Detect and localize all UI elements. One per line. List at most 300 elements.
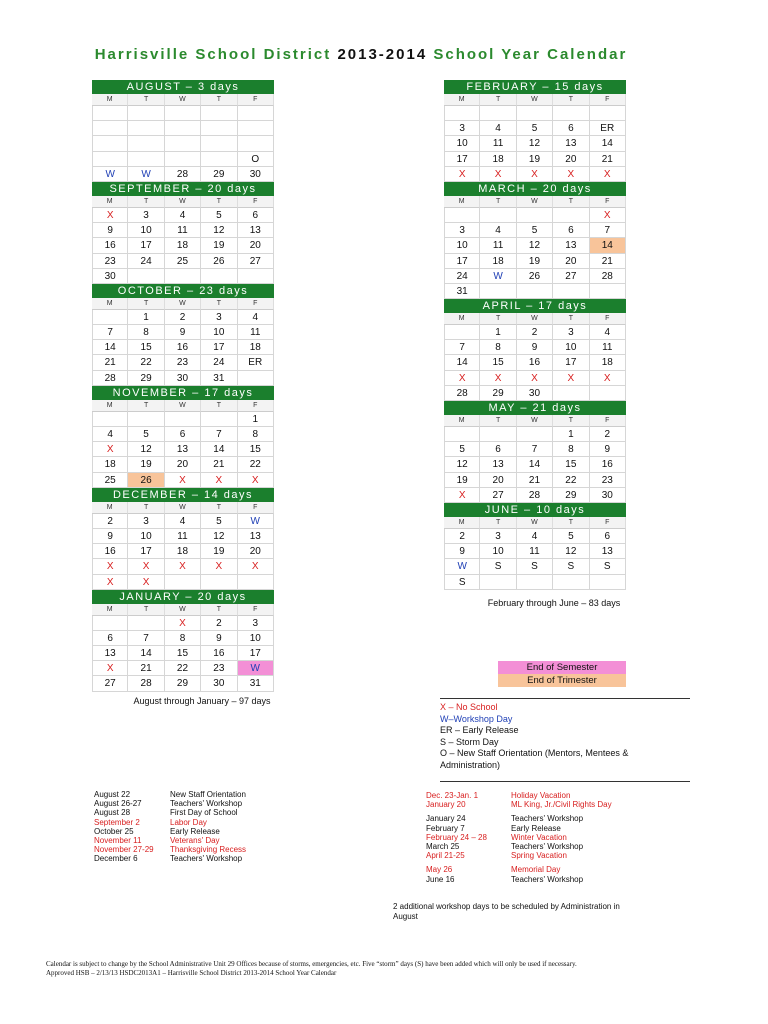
day-cell: 18 xyxy=(165,544,201,559)
week-row xyxy=(92,208,274,223)
day-cell: X xyxy=(92,559,128,574)
weekday-label: W xyxy=(165,196,201,208)
day-cell xyxy=(128,152,164,167)
month-block xyxy=(92,80,274,182)
day-cell: X xyxy=(553,371,589,386)
day-cell: 14 xyxy=(92,340,128,355)
week-row xyxy=(444,223,626,238)
week-row xyxy=(92,371,274,386)
day-cell: X xyxy=(201,473,237,488)
day-cell: 22 xyxy=(165,661,201,676)
weekday-label: T xyxy=(553,415,589,427)
day-cell: 9 xyxy=(92,223,128,238)
week-row xyxy=(92,559,274,574)
day-cell: 3 xyxy=(128,514,164,529)
day-cell: 6 xyxy=(553,223,589,238)
month-header: NOVEMBER – 17 days xyxy=(92,386,274,400)
event-name: New Staff Orientation xyxy=(170,790,246,799)
event-date: April 21-25 xyxy=(426,851,465,861)
day-cell: X xyxy=(590,371,626,386)
day-cell: 6 xyxy=(92,631,128,646)
day-cell: 18 xyxy=(238,340,274,355)
day-cell: 20 xyxy=(238,238,274,253)
weekday-label: T xyxy=(201,196,237,208)
event-row xyxy=(94,790,246,799)
day-cell: ER xyxy=(238,355,274,370)
week-row xyxy=(92,121,274,136)
title-years: 2013-2014 xyxy=(337,46,428,63)
week-row xyxy=(92,325,274,340)
week-row xyxy=(444,427,626,442)
day-cell: 8 xyxy=(553,442,589,457)
day-cell: 21 xyxy=(92,355,128,370)
day-cell: 12 xyxy=(553,544,589,559)
weekday-label: F xyxy=(590,517,626,529)
weekday-label: T xyxy=(480,94,516,106)
weekday-header-row xyxy=(444,94,626,106)
day-cell: 24 xyxy=(128,254,164,269)
event-row xyxy=(426,875,612,884)
left-calendar-column xyxy=(92,80,274,706)
day-cell: X xyxy=(92,661,128,676)
day-cell xyxy=(165,575,201,590)
weekday-label: M xyxy=(92,502,128,514)
day-cell: 20 xyxy=(480,473,516,488)
day-cell: 29 xyxy=(201,167,237,182)
day-cell: 18 xyxy=(590,355,626,370)
day-cell xyxy=(480,208,516,223)
weekday-label: T xyxy=(553,517,589,529)
week-row xyxy=(92,661,274,676)
event-row xyxy=(426,800,612,809)
day-cell: X xyxy=(480,371,516,386)
day-cell: 26 xyxy=(201,254,237,269)
week-row xyxy=(92,427,274,442)
weekday-label: T xyxy=(480,415,516,427)
day-cell: 3 xyxy=(128,208,164,223)
day-count-summary: August through January – 97 days xyxy=(133,695,271,706)
day-cell: 6 xyxy=(590,529,626,544)
day-cell: 3 xyxy=(201,310,237,325)
day-cell: X xyxy=(165,616,201,631)
week-row xyxy=(92,310,274,325)
day-cell xyxy=(128,412,164,427)
weekday-label: F xyxy=(238,94,274,106)
events-list-left xyxy=(94,790,246,864)
month-header: JANUARY – 20 days xyxy=(92,590,274,604)
day-cell: 9 xyxy=(590,442,626,457)
day-cell: 7 xyxy=(444,340,480,355)
key-workshop: W–Workshop Day xyxy=(440,713,513,724)
day-cell: 9 xyxy=(517,340,553,355)
day-cell: 31 xyxy=(238,676,274,691)
week-row xyxy=(92,412,274,427)
day-cell: 10 xyxy=(201,325,237,340)
day-cell: 1 xyxy=(553,427,589,442)
key-orientation: O – New Staff Orientation (Mentors, Mentees & Administration) xyxy=(440,748,629,770)
day-cell: 12 xyxy=(201,223,237,238)
day-cell: X xyxy=(238,559,274,574)
page-title xyxy=(0,46,722,63)
week-row xyxy=(444,544,626,559)
day-cell: 5 xyxy=(553,529,589,544)
end-of-trimester-label: End of Trimester xyxy=(498,674,626,687)
event-row xyxy=(94,827,246,836)
event-date: August 28 xyxy=(94,808,131,818)
day-cell xyxy=(238,269,274,284)
day-cell: 7 xyxy=(590,223,626,238)
week-row xyxy=(92,340,274,355)
day-cell: 28 xyxy=(517,488,553,503)
day-cell: 16 xyxy=(92,544,128,559)
week-row xyxy=(92,529,274,544)
day-cell: 4 xyxy=(590,325,626,340)
day-cell: 23 xyxy=(92,254,128,269)
month-block xyxy=(444,299,626,401)
day-cell xyxy=(128,106,164,121)
day-cell: 9 xyxy=(92,529,128,544)
event-row xyxy=(426,791,612,800)
month-header: AUGUST – 3 days xyxy=(92,80,274,94)
day-cell: 3 xyxy=(444,121,480,136)
weekday-header-row xyxy=(92,502,274,514)
day-cell: X xyxy=(201,559,237,574)
day-cell: 30 xyxy=(517,386,553,401)
day-cell: 15 xyxy=(128,340,164,355)
day-cell: 7 xyxy=(92,325,128,340)
day-cell: 13 xyxy=(553,136,589,151)
week-row xyxy=(444,559,626,574)
month-block xyxy=(444,182,626,299)
day-cell xyxy=(517,208,553,223)
day-cell: 27 xyxy=(480,488,516,503)
day-cell: 5 xyxy=(201,208,237,223)
day-cell: W xyxy=(480,269,516,284)
day-cell: 11 xyxy=(480,136,516,151)
day-cell: W xyxy=(128,167,164,182)
day-cell: 20 xyxy=(238,544,274,559)
day-cell: 5 xyxy=(444,442,480,457)
weekday-label: W xyxy=(517,517,553,529)
week-row xyxy=(444,152,626,167)
day-cell: 4 xyxy=(165,208,201,223)
day-cell: 28 xyxy=(165,167,201,182)
title-suffix: School Year Calendar xyxy=(433,46,628,63)
month-block xyxy=(92,284,274,386)
day-cell: 29 xyxy=(165,676,201,691)
weekday-label: F xyxy=(590,415,626,427)
day-cell xyxy=(92,136,128,151)
day-cell: 5 xyxy=(517,223,553,238)
term-legend xyxy=(498,661,626,687)
day-cell xyxy=(480,106,516,121)
day-cell xyxy=(517,575,553,590)
day-cell: 28 xyxy=(128,676,164,691)
day-cell: S xyxy=(553,559,589,574)
key-no-school: X – No School xyxy=(440,702,498,712)
day-cell: 10 xyxy=(553,340,589,355)
weekday-label: T xyxy=(480,517,516,529)
weekday-label: T xyxy=(128,298,164,310)
month-header: MAY – 21 days xyxy=(444,401,626,415)
event-date: November 27-29 xyxy=(94,845,154,855)
day-cell xyxy=(590,106,626,121)
week-row xyxy=(444,457,626,472)
month-block xyxy=(444,503,626,590)
event-row xyxy=(94,818,246,827)
day-cell: 5 xyxy=(201,514,237,529)
event-name: Early Release xyxy=(511,823,561,833)
event-name: Spring Vacation xyxy=(511,851,567,861)
day-cell xyxy=(92,152,128,167)
event-name: ML King, Jr./Civil Rights Day xyxy=(511,800,612,810)
day-cell: 8 xyxy=(128,325,164,340)
day-cell: X xyxy=(517,167,553,182)
week-row xyxy=(444,254,626,269)
event-row xyxy=(94,854,246,863)
week-row xyxy=(444,208,626,223)
day-cell: 3 xyxy=(480,529,516,544)
weekday-label: T xyxy=(201,502,237,514)
day-cell: 18 xyxy=(480,152,516,167)
event-date: September 2 xyxy=(94,817,140,827)
day-cell: 2 xyxy=(92,514,128,529)
day-cell: 12 xyxy=(517,136,553,151)
event-row xyxy=(426,842,612,851)
day-cell: 23 xyxy=(201,661,237,676)
weekday-label: T xyxy=(128,502,164,514)
day-cell xyxy=(92,106,128,121)
day-cell: 7 xyxy=(128,631,164,646)
month-header: SEPTEMBER – 20 days xyxy=(92,182,274,196)
weekday-label: M xyxy=(444,94,480,106)
day-cell: 13 xyxy=(165,442,201,457)
weekday-label: W xyxy=(165,400,201,412)
day-cell: X xyxy=(444,371,480,386)
weekday-label: T xyxy=(128,196,164,208)
week-row xyxy=(92,167,274,182)
day-cell: 6 xyxy=(480,442,516,457)
day-cell: 8 xyxy=(480,340,516,355)
day-cell: 17 xyxy=(128,238,164,253)
event-name: Holiday Vacation xyxy=(511,791,571,800)
weekday-label: W xyxy=(165,502,201,514)
day-cell: 17 xyxy=(201,340,237,355)
event-name: Teachers' Workshop xyxy=(511,842,584,852)
day-cell xyxy=(238,371,274,386)
day-cell: 20 xyxy=(553,254,589,269)
day-cell: 30 xyxy=(238,167,274,182)
week-row xyxy=(444,325,626,340)
day-cell xyxy=(590,386,626,401)
day-cell: 27 xyxy=(238,254,274,269)
weekday-label: M xyxy=(92,400,128,412)
day-cell: 29 xyxy=(128,371,164,386)
day-cell: 18 xyxy=(480,254,516,269)
day-cell: 21 xyxy=(590,254,626,269)
day-cell: 19 xyxy=(444,473,480,488)
day-cell: 12 xyxy=(128,442,164,457)
day-cell: 2 xyxy=(201,616,237,631)
weekday-label: F xyxy=(590,196,626,208)
day-cell: 30 xyxy=(165,371,201,386)
day-cell xyxy=(553,386,589,401)
week-row xyxy=(92,544,274,559)
day-cell: 31 xyxy=(201,371,237,386)
footer xyxy=(46,960,746,978)
day-cell xyxy=(201,121,237,136)
day-cell xyxy=(128,616,164,631)
day-cell: 16 xyxy=(165,340,201,355)
day-cell: 13 xyxy=(238,529,274,544)
day-cell: 10 xyxy=(238,631,274,646)
week-row xyxy=(444,488,626,503)
day-cell: 24 xyxy=(201,355,237,370)
week-row xyxy=(92,106,274,121)
day-cell: 17 xyxy=(553,355,589,370)
event-date: January 24 xyxy=(426,814,466,824)
day-cell: 4 xyxy=(480,223,516,238)
key-storm-day: S – Storm Day xyxy=(440,736,499,747)
month-block xyxy=(444,401,626,503)
day-cell xyxy=(165,412,201,427)
event-date: February 24 – 28 xyxy=(426,832,487,842)
day-cell: 8 xyxy=(238,427,274,442)
day-cell: 4 xyxy=(517,529,553,544)
weekday-label: W xyxy=(517,415,553,427)
day-cell xyxy=(201,152,237,167)
day-cell: 10 xyxy=(128,529,164,544)
day-cell: X xyxy=(480,167,516,182)
day-cell: 4 xyxy=(165,514,201,529)
day-cell xyxy=(553,575,589,590)
day-cell: X xyxy=(238,473,274,488)
week-row xyxy=(444,340,626,355)
event-name: Winter Vacation xyxy=(511,832,567,842)
day-cell: 13 xyxy=(553,238,589,253)
day-cell: 30 xyxy=(92,269,128,284)
day-cell: 28 xyxy=(590,269,626,284)
month-header: DECEMBER – 14 days xyxy=(92,488,274,502)
day-cell: ER xyxy=(590,121,626,136)
week-row xyxy=(92,136,274,151)
event-row xyxy=(94,836,246,845)
event-name: Teachers' Workshop xyxy=(511,814,584,824)
day-cell: 28 xyxy=(444,386,480,401)
day-cell: X xyxy=(128,559,164,574)
event-date: February 7 xyxy=(426,823,465,833)
event-date: March 25 xyxy=(426,842,460,852)
day-cell: 26 xyxy=(517,269,553,284)
weekday-label: F xyxy=(590,94,626,106)
end-of-semester-label: End of Semester xyxy=(498,661,626,674)
day-cell: 11 xyxy=(238,325,274,340)
day-cell: 4 xyxy=(480,121,516,136)
day-cell xyxy=(444,106,480,121)
events-list-right xyxy=(426,791,612,884)
day-cell: X xyxy=(165,559,201,574)
day-cell: 7 xyxy=(201,427,237,442)
weekday-header-row xyxy=(92,604,274,616)
week-row xyxy=(92,631,274,646)
day-cell: S xyxy=(590,559,626,574)
day-cell xyxy=(165,106,201,121)
day-cell: 14 xyxy=(201,442,237,457)
day-cell xyxy=(444,208,480,223)
month-block xyxy=(92,182,274,284)
weekday-header-row xyxy=(444,415,626,427)
event-name: Early Release xyxy=(170,826,220,836)
weekday-label: M xyxy=(92,196,128,208)
weekday-label: W xyxy=(165,298,201,310)
day-cell xyxy=(128,121,164,136)
day-cell: 16 xyxy=(590,457,626,472)
day-cell: 25 xyxy=(165,254,201,269)
day-cell: X xyxy=(92,442,128,457)
day-cell: 27 xyxy=(92,676,128,691)
weekday-label: T xyxy=(128,604,164,616)
weekday-label: T xyxy=(553,94,589,106)
day-cell: 15 xyxy=(165,646,201,661)
event-date: June 16 xyxy=(426,874,455,884)
event-date: May 26 xyxy=(426,865,453,875)
event-name: First Day of School xyxy=(170,808,238,818)
event-date: October 25 xyxy=(94,826,134,836)
weekday-label: F xyxy=(238,502,274,514)
day-cell: 2 xyxy=(444,529,480,544)
weekday-label: T xyxy=(201,298,237,310)
week-row xyxy=(444,106,626,121)
event-row xyxy=(426,824,612,833)
week-row xyxy=(92,514,274,529)
weekday-label: M xyxy=(92,298,128,310)
day-cell: X xyxy=(590,167,626,182)
day-cell xyxy=(165,136,201,151)
weekday-header-row xyxy=(92,298,274,310)
event-row xyxy=(426,851,612,860)
day-cell: 27 xyxy=(553,269,589,284)
weekday-header-row xyxy=(444,517,626,529)
day-cell: 14 xyxy=(128,646,164,661)
day-cell: 12 xyxy=(444,457,480,472)
day-cell xyxy=(92,616,128,631)
day-cell: 14 xyxy=(590,136,626,151)
week-row xyxy=(444,442,626,457)
weekday-label: W xyxy=(517,313,553,325)
event-date: December 6 xyxy=(94,854,138,864)
day-cell xyxy=(238,121,274,136)
week-row xyxy=(92,152,274,167)
day-cell: 17 xyxy=(238,646,274,661)
week-row xyxy=(92,238,274,253)
day-cell: 22 xyxy=(128,355,164,370)
day-cell: 10 xyxy=(444,136,480,151)
weekday-label: W xyxy=(165,604,201,616)
week-row xyxy=(444,355,626,370)
day-cell: O xyxy=(238,152,274,167)
week-row xyxy=(92,223,274,238)
event-date: November 11 xyxy=(94,836,142,846)
day-cell: S xyxy=(444,575,480,590)
day-cell xyxy=(165,152,201,167)
event-name: Teachers' Workshop xyxy=(170,854,243,864)
day-cell: 8 xyxy=(165,631,201,646)
week-row xyxy=(444,575,626,590)
day-cell: 18 xyxy=(165,238,201,253)
day-cell: 9 xyxy=(444,544,480,559)
day-cell: S xyxy=(480,559,516,574)
day-cell: 13 xyxy=(590,544,626,559)
